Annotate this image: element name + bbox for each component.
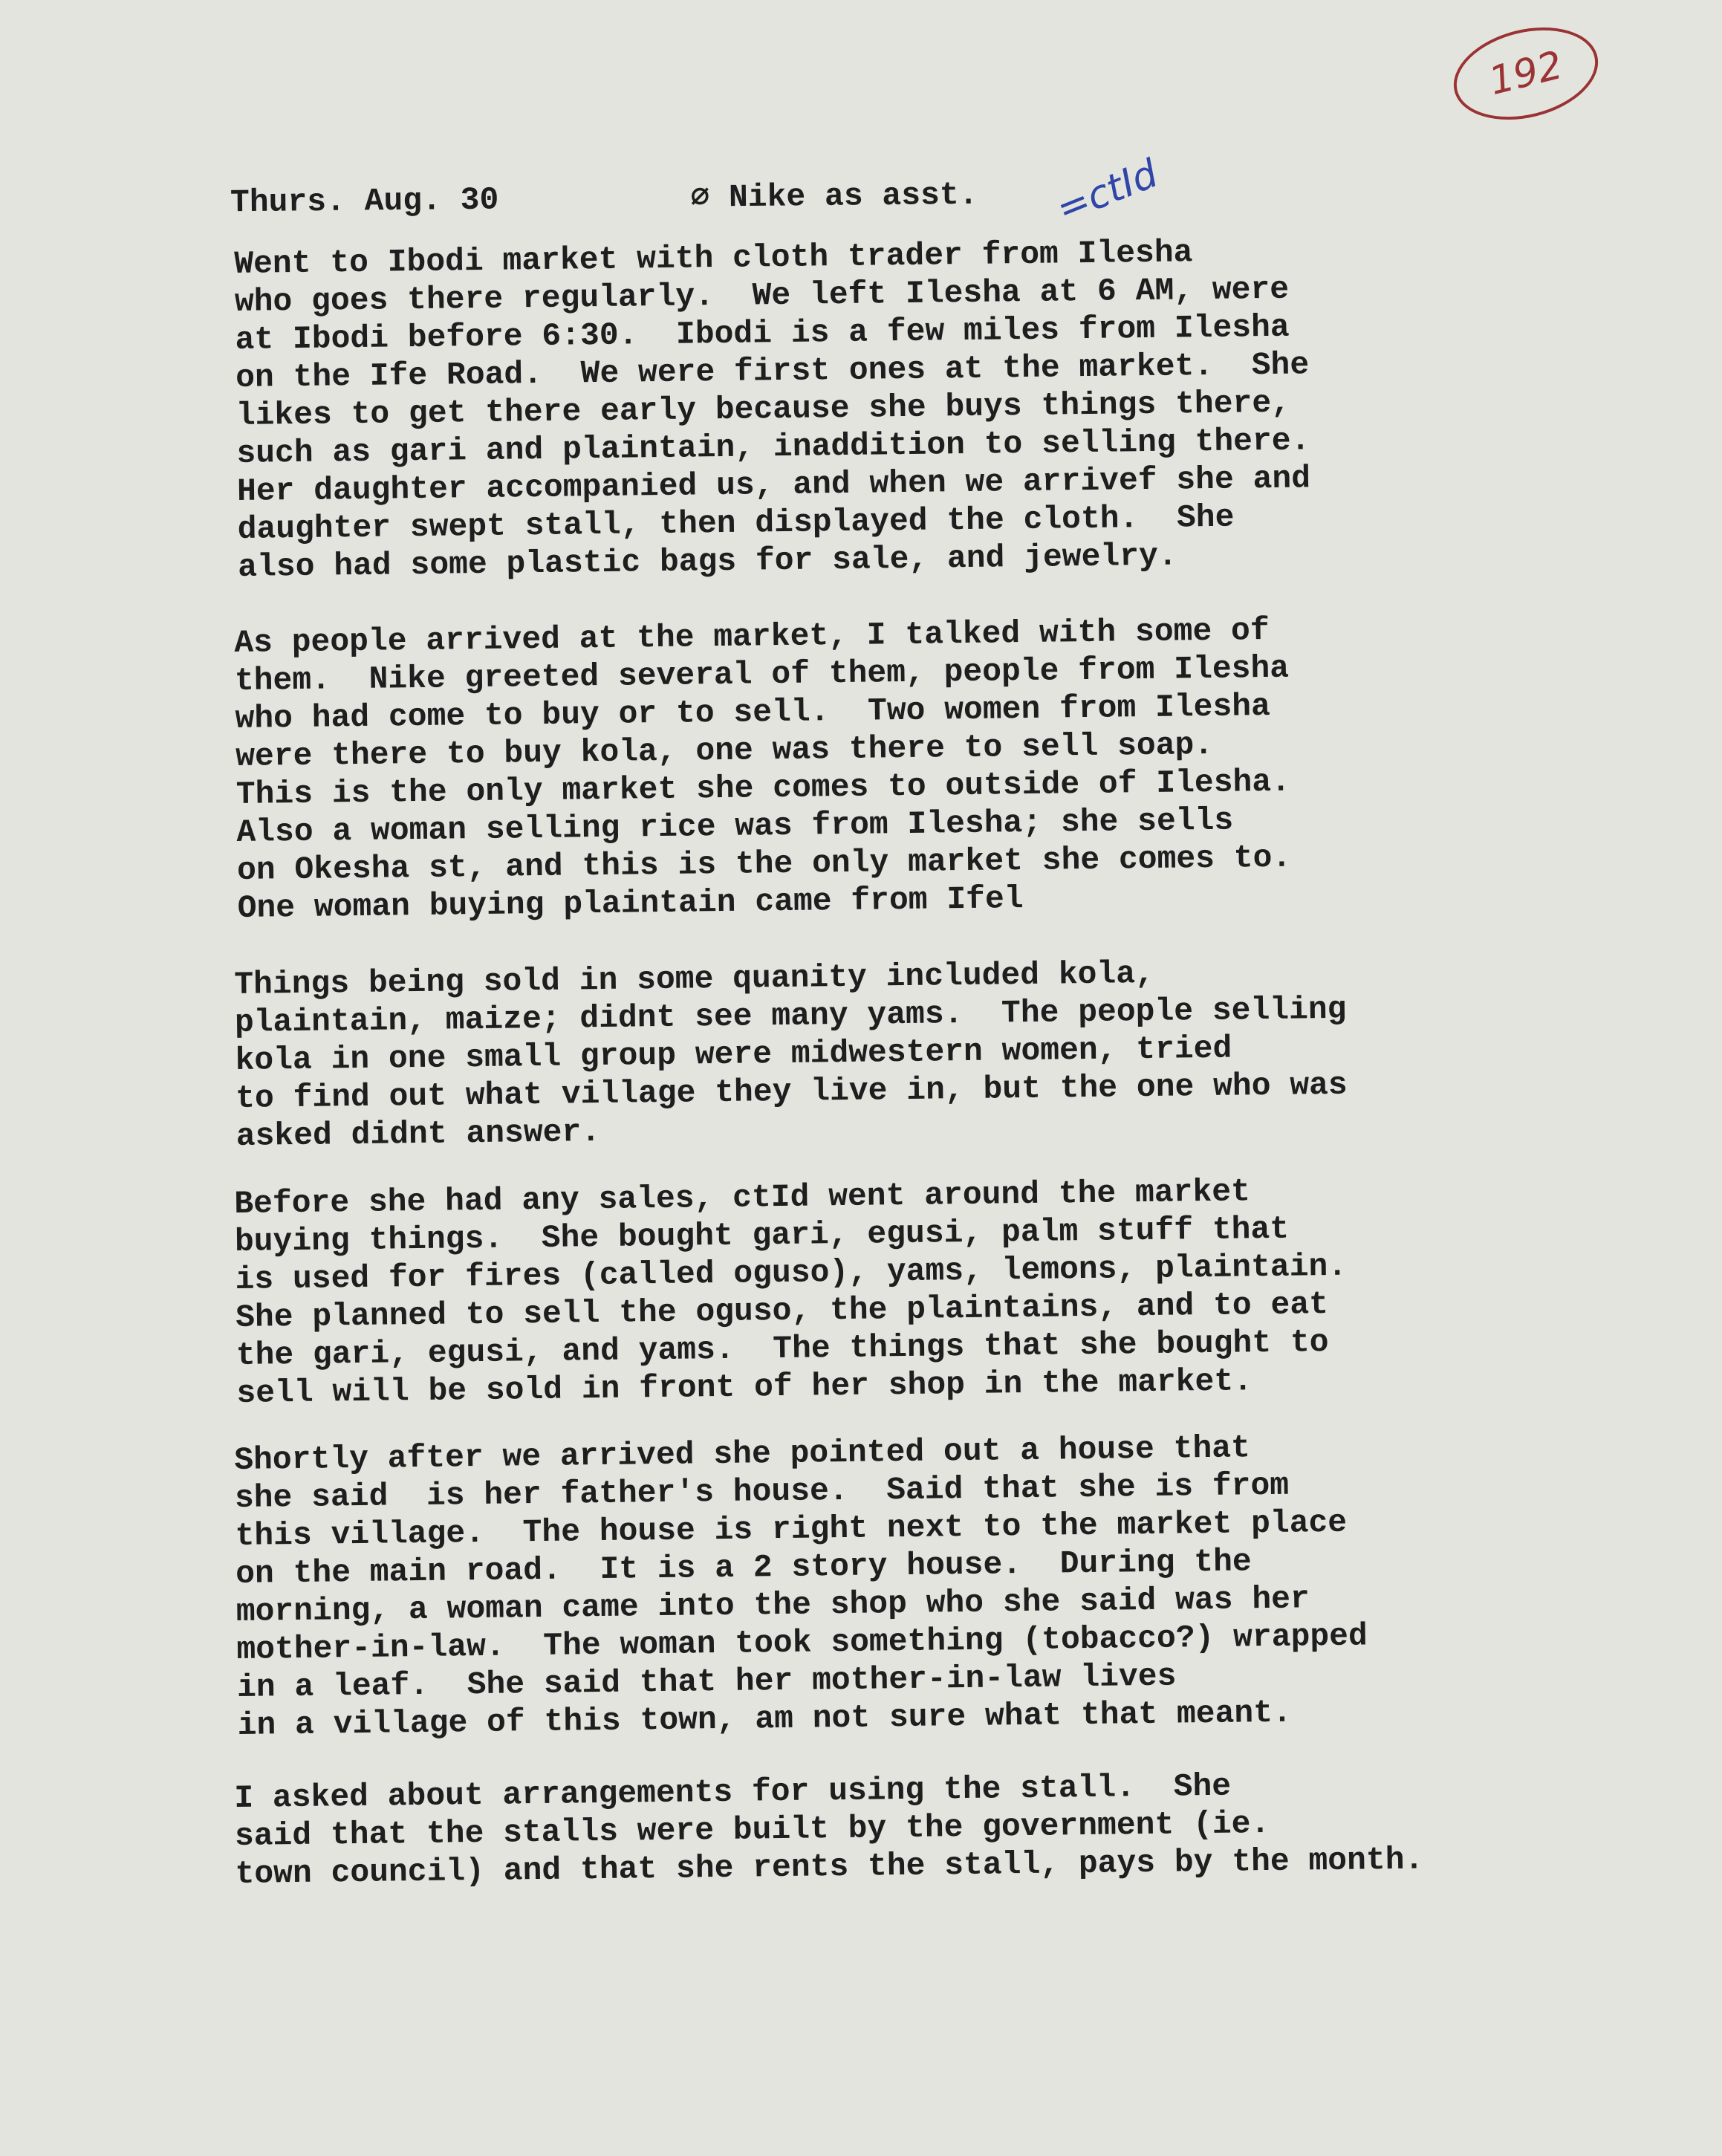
text-line: Also a woman selling rice was from Ilesha; she sells <box>236 802 1234 851</box>
text-line: this village. The house is right next to the market place <box>235 1504 1348 1554</box>
text-line: She planned to sell the oguso, the plaintains, and to eat <box>235 1286 1329 1336</box>
text-line: the gari, egusi, and yams. The things that she bought to <box>235 1324 1329 1374</box>
text-line: plaintain, maize; didnt see many yams. The people selling <box>234 990 1347 1041</box>
text-line: were there to buy kola, one was there to sell soap. <box>235 726 1214 775</box>
text-line: Shortly after we arrived she pointed out a house that <box>234 1429 1251 1478</box>
text-line: on Okesha st, and this is the only market she comes to. <box>236 839 1292 889</box>
text-line: Went to Ibodi market with cloth trader from Ilesha <box>234 234 1193 282</box>
text-line: buying things. She bought gari, egusi, palm stuff that <box>234 1210 1290 1260</box>
text-line: Before she had any sales, ctId went around the market <box>234 1173 1251 1222</box>
text-line: sell will be sold in front of her shop in the market. <box>236 1363 1253 1412</box>
text-line: asked didnt answer. <box>235 1113 601 1155</box>
paragraph-people <box>234 607 1649 927</box>
text-line: Things being sold in some quanity included kola, <box>234 955 1155 1003</box>
text-line: Her daughter accompanied us, and when we arrivef she and <box>236 460 1311 510</box>
text-line: on the main road. It is a 2 story house. During the <box>235 1543 1252 1592</box>
text-line: to find out what village they live in, but the one who was <box>235 1066 1348 1117</box>
text-line: morning, a woman came into the shop who she said was her <box>235 1580 1310 1630</box>
assistant-note: ∅ Nike as asst. <box>690 176 978 216</box>
text-line: This is the only market she comes to outside of Ilesha. <box>235 763 1291 813</box>
text-line: such as gari and plaintain, inaddition to selling there. <box>236 422 1310 472</box>
page-number <box>1444 13 1608 134</box>
text-line: I asked about arrangements for using the stall. She <box>234 1767 1232 1816</box>
text-line: who had come to buy or to sell. Two women from Ilesha <box>235 687 1271 737</box>
text-line: said that the stalls were built by the government (ie. <box>234 1805 1270 1854</box>
text-line: at Ibodi before 6:30. Ibodi is a few miles from Ilesha <box>235 308 1290 358</box>
text-line: likes to get there early because she buys things there, <box>235 384 1291 434</box>
header-line <box>230 175 978 221</box>
paragraph-stall-rental <box>234 1762 1647 1893</box>
text-line: is used for fires (called oguso), yams, lemons, plaintain. <box>235 1247 1348 1298</box>
text-line: kola in one small group were midwestern women, tried <box>235 1030 1232 1079</box>
handwritten-annotation: =ctId <box>1050 151 1165 233</box>
text-line: also had some plastic bags for sale, and jewelry. <box>237 537 1177 585</box>
page-number-text: 192 <box>1484 42 1567 105</box>
text-line: who goes there regularly. We left Ilesha at 6 AM, were <box>234 270 1290 320</box>
entry-date: Thurs. Aug. 30 <box>230 181 499 221</box>
text-line: daughter swept stall, then displayed the cloth. She <box>237 499 1235 548</box>
paragraph-goods <box>234 949 1648 1155</box>
paragraph-purchases <box>234 1168 1648 1412</box>
text-line: she said is her father's house. Said that she is from <box>234 1467 1290 1516</box>
text-line: on the Ife Road. We were first ones at the market. She <box>235 346 1310 396</box>
text-line: mother-in-law. The woman took something (tobacco?) wrapped <box>236 1617 1368 1668</box>
text-line: One woman buying plaintain came from Ifel <box>237 880 1024 926</box>
paragraph-market-trip <box>234 228 1649 586</box>
text-line: in a leaf. She said that her mother-in-law lives <box>236 1657 1177 1706</box>
text-line: town council) and that she rents the stall, pays by the month. <box>235 1841 1424 1892</box>
text-line: As people arrived at the market, I talked with some of <box>234 611 1270 661</box>
paragraph-fathers-house <box>234 1424 1649 1744</box>
text-line: them. Nike greeted several of them, people from Ilesha <box>234 649 1290 699</box>
text-line: in a village of this town, am not sure what that meant. <box>237 1694 1293 1744</box>
